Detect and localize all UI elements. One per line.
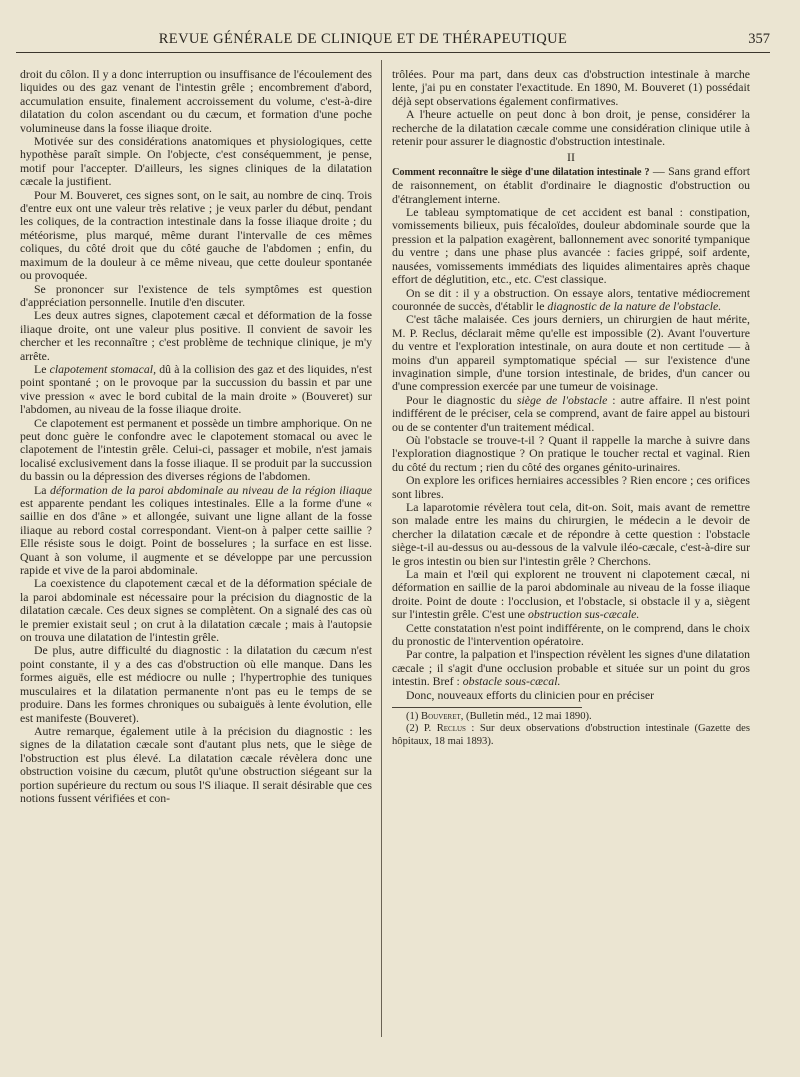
paragraph: droit du côlon. Il y a donc interruption ou insuffisance de l'écoulement des liquides ou des gaz venant de l'intestin grêle ; encombrement d'abord, accumulation ensuite, finalement accroissement du volume, c'est-à-dire dilatation du colon ascendant ou du cæcum, et formation d'une poche volumineuse dans la fosse iliaque droite. (20, 67, 372, 135)
paragraph: La laparotomie révèlera tout cela, dit-on. Soit, mais avant de remettre son malade entre les mains du chirurgien, le médecin a le devoir de chercher la dilatation cæcale et de répondre à cette question : l'obstacle siège-t-il au-dessus ou au-dessous de la valvule iléo-cæcale, c'est-à-dire sur le gros intestin ou bien sur l'intestin grêle ? Cherchons. (392, 500, 750, 568)
paragraph: trôlées. Pour ma part, dans deux cas d'obstruction intestinale à marche lente, j'ai pu en constater l'exactitude. En 1890, M. Bouveret (1) possédait déjà sept observations également confirmatives. (392, 67, 750, 108)
footnote (392, 723, 750, 747)
emphasis: déformation de la paroi abdominale au niveau de la région iliaque (50, 482, 372, 497)
paragraph: Donc, nouveaux efforts du clinicien pour en préciser (406, 687, 655, 702)
paragraph: Les deux autres signes, clapotement cæcal et déformation de la fosse iliaque droite, ont une valeur plus positive. Il convient de savoir les chercher et les reconnaître ; c'est problème de technique clinique, je m'y arrête. (20, 308, 372, 363)
paragraph: Autre remarque, également utile à la précision du diagnostic : les signes de la dilatation cæcale sont d'autant plus nets, que le siège de l'obstruction est plus élevé. La dilatation cæcale révèlera donc une obstruction voisine du cæcum, plutôt qu'une obstruction siégeant sur la portion supérieure du rectum ou sous l'S iliaque. Il serait désirable que ces notions fussent vérifiées et con- (20, 723, 372, 805)
paragraph (392, 568, 750, 622)
paragraph: A l'heure actuelle on peut donc à bon droit, je pense, considérer la recherche de la dilatation cæcale comme une considération clinique utile à retenir pour assurer le diagnostic d'obstruction intestinale. (392, 107, 750, 149)
emphasis: obstacle sous-cæcal. (462, 674, 561, 689)
paragraph (392, 287, 750, 314)
paragraph (392, 394, 750, 434)
footnote-author: Reclus (436, 723, 466, 735)
text-run: Par contre, la palpation et l'inspection révèlent les signes d'une dilatation cæcale ; il s'agit d'une occlusion probable et située sur un point du gros intestin. Bref : (392, 647, 750, 689)
paragraph: Motivée sur des considérations anatomiques et physiologiques, cette hypothèse paraît simple. On l'objecte, c'est conséquemment, je pense, motif pour l'accepter. D'ailleurs, les signes cliniques de la dilatation cæcale la justifient. (20, 134, 372, 189)
page-number: 357 (748, 31, 770, 47)
column-divider (381, 60, 382, 1037)
emphasis: obstruction sus-cæcale. (527, 607, 640, 622)
text-run: dû à la collision des gaz et des liquides, n'est point spontané ; on le provoque par la succussion du bassin et par une vive pression « avec le bord cubital de la main droite » (Bouveret) sur l'abdomen, au niveau de la fosse iliaque droite. (20, 361, 372, 417)
paragraph: Pour M. Bouveret, ces signes sont, on le sait, au nombre de cinq. Trois d'entre eux ont une valeur très relative ; je veux parler du début, pendant les coliques, de la contraction intestinale dans la fosse iliaque droite ; du météorisme, plus marqué, même durant l'intervalle de ces mêmes coliques, du côté droit que du côté gauche de l'abdomen ; enfin, du maximum de la douleur à ce même niveau, que cette douleur spontanée ou provoquée. (20, 187, 372, 283)
running-title: REVUE GÉNÉRALE DE CLINIQUE ET DE THÉRAPEUTIQUE (158, 31, 568, 47)
section-heading: Comment reconnaître le siège d'une dilatation intestinale ? (392, 166, 650, 178)
footnote-rule (392, 707, 582, 708)
paragraph: Le tableau symptomatique de cet accident est banal : constipation, vomissements bilieux, puis fécaloïdes, douleur abdominale sourde que la pression et la palpation exagèrent, ballonnement avec sonorité tympanique du ventre ; dans une phase plus avancée : facies grippé, soif ardente, nausées, vomissements immédiats des liquides alimentaires après chaque effort de déglutition, etc., etc. C'est classique. (392, 205, 750, 287)
text-run: Pour le diagnostic du (406, 392, 517, 407)
footnote-author: Bouveret (421, 711, 461, 723)
text-run: , (Bulletin méd., 12 mai 1890). (460, 711, 592, 723)
text-run: — Sans grand effort de raisonnement, on établit d'ordinaire le diagnostic d'obstruction ou d'étranglement interne. (392, 163, 751, 206)
paragraph: On explore les orifices herniaires accessibles ? Rien encore ; ces orifices sont libres. (392, 473, 750, 501)
footnote (392, 711, 750, 723)
paragraph: Où l'obstacle se trouve-t-il ? Quant il rappelle la marche à suivre dans l'exploration diagnostique ? On pratique le toucher rectal et vaginal. Rien du côté du rectum ; rien du côté des organes génito-urinaires. (392, 432, 750, 474)
running-head (16, 30, 770, 53)
paragraph: De plus, autre difficulté du diagnostic : la dilatation du cæcum n'est point constante, il y a des cas d'obstruction où elle manque. Dans les formes aiguës, elle est médiocre ou nulle ; l'hypertrophie des tuniques musculaires et la dilatation permanente n'ont pas eu le temps de se produire. Dans les formes chroniques ou subaiguës à lente évolution, elle est manifeste (Bouveret). (20, 643, 372, 725)
emphasis: clapotement stomacal, (49, 361, 157, 376)
left-column (20, 68, 372, 805)
emphasis: diagnostic de la nature de l'obstacle. (547, 298, 722, 313)
paragraph: Se prononcer sur l'existence de tels symptômes est question d'appréciation personnelle. Inutile d'en discuter. (20, 281, 372, 309)
text-run: (1) (406, 711, 422, 723)
paragraph: Ce clapotement est permanent et possède un timbre amphorique. On ne peut donc guère le confondre avec le clapotement stomacal ou avec le clapotement de l'intestin grêle. Celui-ci, passager et mobile, n'est jamais localisé exclusivement dans la fosse iliaque. Il se produit par la succussion du bassin ou la dépression des diverses régions de l'abdomen. (20, 415, 372, 484)
text-run: La (34, 482, 51, 497)
right-column (392, 68, 750, 748)
paragraph (392, 648, 750, 688)
text-run: La main et l'œil qui explorent ne trouvent ni clapotement cæcal, ni déformation en saillie de la paroi abdominale au niveau de la fosse iliaque droite. Point de doute : l'occlusion, et l'obstacle, si obstacle il y a, siègent sur l'intestin grêle. C'est une (392, 567, 750, 622)
text-run: : autre affaire. Il n'est point indifférent de le préciser, cela se comprend, avant de faire appel au bistouri ou de se contenter d'un traitement médical. (392, 392, 750, 434)
text-run: On se dit : il y a obstruction. On essaye alors, tentative médiocrement couronnée de succès, d'établir le (392, 285, 750, 313)
text-run: Le (34, 361, 50, 376)
paragraph: Cette constatation n'est point indifférente, on le comprend, dans le choix du pronostic de l'intervention opératoire. (392, 620, 750, 649)
emphasis: siège de l'obstacle (516, 392, 608, 407)
paragraph (392, 165, 750, 206)
text-run: (2) P. (406, 723, 437, 735)
footnotes (392, 711, 750, 748)
text-run: est apparente pendant les coliques intestinales. Elle a la forme d'une « saillie en dos d'âne » et allongée, suivant une ligne allant de la fosse iliaque au rebord costal correspondant. Vient-on à palper cette saillie ? Elle résiste sous le doigt. Point de bosselures ; la surface en est lisse. Quant à son volume, il augmente et se développe par une percussion rapide et vive de la paroi abdominale. (20, 496, 372, 578)
section-number: II (567, 150, 575, 165)
paragraph: C'est tâche malaisée. Ces jours derniers, un chirurgien de haut mérite, M. P. Reclus, déclarait même qu'elle est impossible (2). Avant l'ouverture du ventre et l'exploration intestinale, on aura doute et non certitude — à moins d'un appareil symptomatique spécial — sur l'existence d'une invagination simple, d'une torsion intestinale, de brides, d'un cancer ou d'une compression exercée par une tumeur de voisinage. (392, 312, 750, 394)
paragraph (20, 363, 372, 417)
paragraph (20, 484, 372, 578)
paragraph: La coexistence du clapotement cæcal et de la déformation spéciale de la paroi abdominale est nécessaire pour la précision du diagnostic de la dilatation cæcale. Ces deux signes se complètent. On a signalé des cas où le premier existait seul ; on crut à la dilatation cæcale ; mais à l'autopsie on trouva une dilatation de l'intestin grêle. (20, 576, 372, 645)
text-run: : Sur deux observations d'obstruction intestinale (Gazette des hôpitaux, 18 mai 1893). (392, 723, 750, 747)
